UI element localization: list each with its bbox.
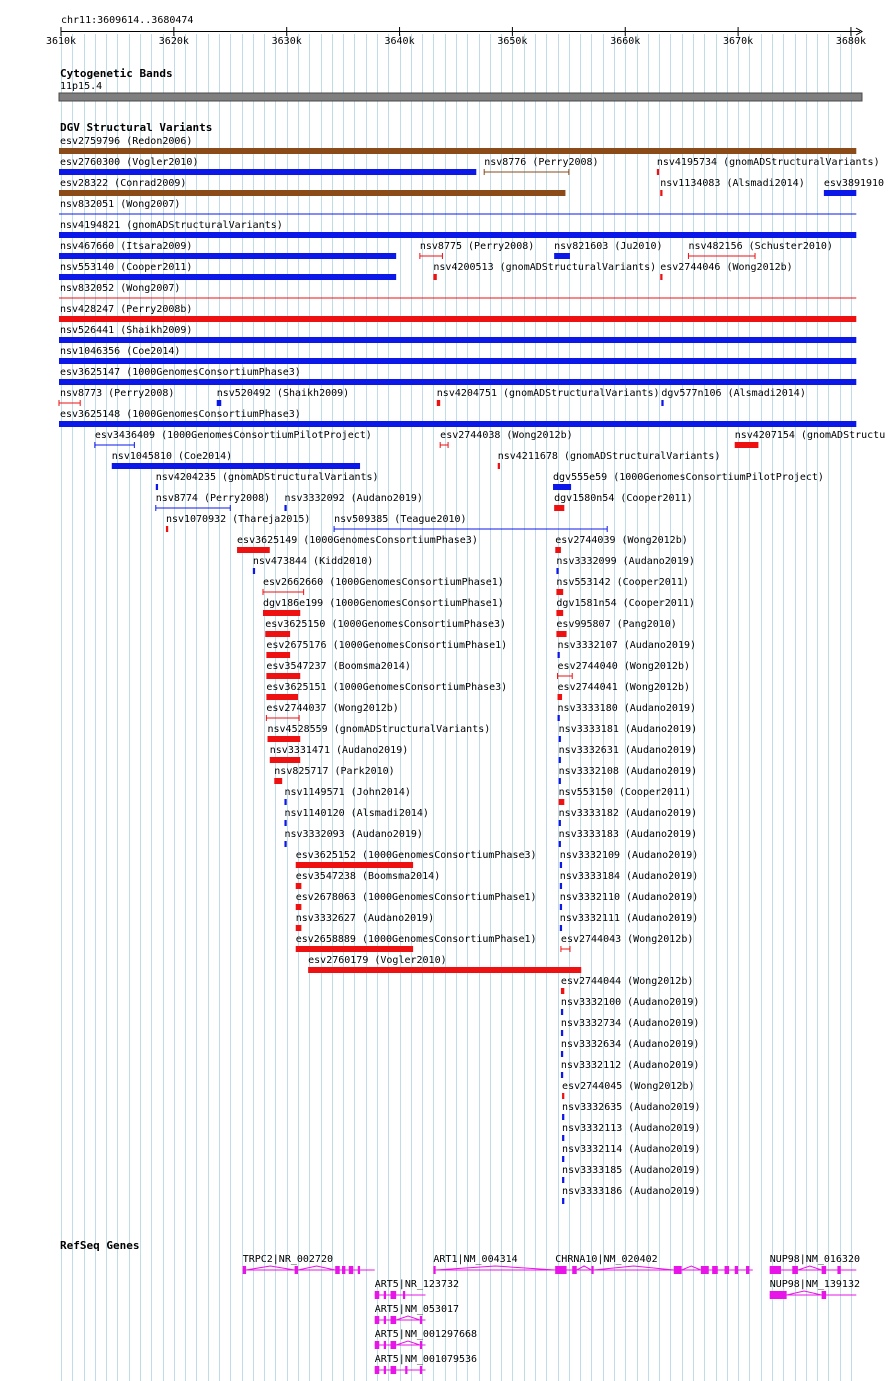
variant-label: nsv1140120 (Alsmadi2014) [284,808,429,819]
variant-feature[interactable] [59,421,856,427]
variant-label: esv3625148 (1000GenomesConsortiumPhase3) [60,409,301,420]
variant-feature[interactable] [433,274,436,280]
variant-feature[interactable] [556,610,563,616]
variant-feature[interactable] [562,1156,564,1162]
variant-label: dgv1580n54 (Cooper2011) [554,493,693,504]
variant-label: esv3625150 (1000GenomesConsortiumPhase3) [265,619,507,630]
gene-label: ART5|NM_053017 [374,1304,460,1315]
variant-feature[interactable] [660,190,662,196]
variant-label: nsv3333186 (Audano2019) [562,1186,701,1197]
gene-exon[interactable] [375,1341,380,1349]
gene-exon[interactable] [420,1341,422,1349]
gene-exon[interactable] [384,1341,386,1349]
variant-feature[interactable] [59,169,476,175]
variant-label: nsv4200513 (gnomADStructuralVariants) [433,262,657,273]
variant-label: nsv3332635 (Audano2019) [562,1102,701,1113]
variant-label: nsv3332109 (Audano2019) [559,850,699,861]
variant-label: nsv832051 (Wong2007) [60,199,181,210]
variant-label: dgv1581n54 (Cooper2011) [556,598,695,609]
ruler-label: 3680k [835,36,867,47]
variant-feature[interactable] [554,505,564,511]
variant-feature[interactable] [560,925,562,931]
variant-label: nsv3332113 (Audano2019) [562,1123,701,1134]
gene-exon[interactable] [358,1266,360,1274]
variant-feature[interactable] [562,1198,564,1204]
variant-label: esv2744037 (Wong2012b) [266,703,399,714]
variant-feature[interactable] [559,820,561,826]
gene-exon[interactable] [391,1366,397,1374]
variant-feature[interactable] [296,883,302,889]
variant-feature[interactable] [237,547,270,553]
variant-label: nsv473844 (Kidd2010) [252,556,374,567]
variant-feature[interactable] [296,862,413,868]
variant-feature[interactable] [562,1177,564,1183]
variant-feature[interactable] [59,379,856,385]
variant-label: nsv553140 (Cooper2011) [60,262,193,273]
location-label: chr11:3609614..3680474 [61,15,194,26]
variant-feature[interactable] [558,715,560,721]
variant-feature[interactable] [253,568,255,574]
variant-feature[interactable] [561,1072,563,1078]
variant-label: nsv482156 (Schuster2010) [688,241,833,252]
gene-exon[interactable] [405,1366,407,1374]
variant-label: nsv3332111 (Audano2019) [559,913,699,924]
variant-feature[interactable] [59,274,396,280]
gene-exon[interactable] [770,1291,787,1299]
variant-label: esv2662660 (1000GenomesConsortiumPhase1) [263,577,504,588]
variant-feature[interactable] [156,484,158,490]
ruler-label: 3670k [723,36,754,47]
gene-exon[interactable] [375,1316,380,1324]
variant-label: esv2760300 (Vogler2010) [60,157,199,168]
gene-exon[interactable] [335,1266,340,1274]
variant-label: esv2744045 (Wong2012b) [562,1081,695,1092]
variant-feature[interactable] [562,1135,564,1141]
variant-label: esv3547238 (Boomsma2014) [295,871,441,882]
variant-label: dgv186e199 (1000GenomesConsortiumPhase1) [263,598,504,609]
variant-feature[interactable] [59,190,565,196]
variant-label: nsv8776 (Perry2008) [484,157,599,168]
gene-label: ART5|NM_001079536 [374,1354,478,1365]
variant-label: nsv4211678 (gnomADStructuralVariants) [497,451,721,462]
variant-label: esv3547237 (Boomsma2014) [266,661,411,672]
variant-label: nsv526441 (Shaikh2009) [60,325,193,336]
variant-feature[interactable] [59,316,856,322]
variant-label: nsv3333185 (Audano2019) [562,1165,701,1176]
gene-exon[interactable] [420,1316,422,1324]
variant-label: esv2678063 (1000GenomesConsortiumPhase1) [295,892,537,903]
gene-exon[interactable] [391,1316,397,1324]
gene-exon[interactable] [591,1266,593,1274]
variant-label: nsv3332112 (Audano2019) [560,1060,700,1071]
variant-label: esv3891910 [823,178,885,189]
variant-feature[interactable] [166,526,168,532]
ruler-label: 3610k [45,36,77,47]
gene-exon[interactable] [822,1291,827,1299]
variant-feature[interactable] [296,946,413,952]
variant-label: esv2744043 (Wong2012b) [560,934,694,945]
variant-feature[interactable] [657,169,659,175]
gene-exon[interactable] [391,1341,397,1349]
gene-exon[interactable] [403,1291,405,1299]
variant-label: nsv4195734 (gnomADStructuralVariants) [656,157,880,168]
gene-exon[interactable] [420,1366,422,1374]
variant-feature[interactable] [561,1030,563,1036]
variant-feature[interactable] [308,967,581,973]
variant-feature[interactable] [558,652,560,658]
gene-label: CHRNA10|NM_020402 [555,1254,658,1265]
gene-exon[interactable] [674,1266,682,1274]
gene-label: TRPC2|NR_002720 [242,1254,334,1265]
gene-intron [298,1266,335,1270]
variant-label: nsv4204235 (gnomADStructuralVariants) [155,472,379,483]
variant-label: esv2760179 (Vogler2010) [308,955,447,966]
variant-feature[interactable] [559,736,561,742]
gene-exon[interactable] [384,1316,386,1324]
variant-feature[interactable] [824,190,856,196]
variant-feature[interactable] [498,463,500,469]
gene-exon[interactable] [837,1266,840,1274]
variant-feature[interactable] [556,631,566,637]
variant-label: esv3625149 (1000GenomesConsortiumPhase3) [237,535,478,546]
variant-label: esv3625151 (1000GenomesConsortiumPhase3) [266,682,508,693]
gene-exon[interactable] [746,1266,749,1274]
ruler-label: 3650k [497,36,528,47]
gene-exon[interactable] [770,1266,781,1274]
variant-feature[interactable] [560,883,562,889]
gene-exon[interactable] [375,1366,380,1374]
section-title-refseq: RefSeq Genes [60,1239,140,1252]
gene-label: NUP98|NM_016320 [769,1254,861,1265]
variant-label: nsv3333184 (Audano2019) [559,871,699,882]
gene-intron [594,1266,674,1270]
variant-label: nsv553142 (Cooper2011) [556,577,689,588]
variant-feature[interactable] [59,148,856,154]
variant-feature[interactable] [270,757,300,763]
ruler-label: 3640k [384,36,415,47]
variant-label: esv2744041 (Wong2012b) [557,682,690,693]
variant-feature[interactable] [437,400,440,406]
variant-feature[interactable] [274,778,282,784]
gene-intron [682,1266,701,1270]
variant-label: esv2759796 (Redon2006) [60,136,193,147]
variant-feature[interactable] [561,1009,563,1015]
ruler-label: 3620k [158,36,189,47]
variant-feature[interactable] [284,505,286,511]
variant-feature[interactable] [735,442,759,448]
variant-label: nsv3333182 (Audano2019) [558,808,698,819]
variant-feature[interactable] [554,253,570,259]
gene-intron [436,1266,556,1270]
variant-feature[interactable] [558,694,563,700]
variant-feature[interactable] [284,820,286,826]
variant-label: nsv4207154 (gnomADStructu [734,430,886,441]
variant-label: nsv3332627 (Audano2019) [295,913,435,924]
variant-label: esv2675176 (1000GenomesConsortiumPhase1) [266,640,508,651]
gene-exon[interactable] [792,1266,798,1274]
variant-feature[interactable] [562,1114,564,1120]
variant-feature[interactable] [266,652,290,658]
variant-feature[interactable] [296,925,302,931]
gene-intron [798,1266,822,1270]
gene-exon[interactable] [295,1266,298,1274]
variant-feature[interactable] [559,841,561,847]
variant-label: nsv3332093 (Audano2019) [284,829,423,840]
variant-label: nsv3332631 (Audano2019) [558,745,698,756]
variant-label: nsv1134083 (Alsmadi2014) [660,178,805,189]
variant-label: nsv821603 (Ju2010) [554,241,663,252]
variant-label: nsv3332634 (Audano2019) [560,1039,700,1050]
variant-feature[interactable] [556,568,558,574]
gene-exon[interactable] [572,1266,577,1274]
cytoband-label: 11p15.4 [60,81,103,92]
variant-label: nsv509385 (Teague2010) [334,514,467,525]
variant-label: esv2744039 (Wong2012b) [555,535,688,546]
section-title-cytobands: Cytogenetic Bands [60,67,173,80]
gene-exon[interactable] [822,1266,827,1274]
variant-label: esv2744044 (Wong2012b) [560,976,694,987]
variant-label: nsv3331471 (Audano2019) [269,745,409,756]
gene-label: ART1|NM_004314 [433,1254,518,1265]
variant-label: dgv555e59 (1000GenomesConsortiumPilotProject) [553,472,824,483]
variant-label: esv2658889 (1000GenomesConsortiumPhase1) [295,934,537,945]
gene-exon[interactable] [712,1266,718,1274]
variant-feature[interactable] [562,1093,564,1099]
variant-label: nsv3332108 (Audano2019) [558,766,698,777]
gene-exon[interactable] [433,1266,435,1274]
variant-feature[interactable] [559,778,561,784]
variant-feature[interactable] [284,799,286,805]
variant-feature[interactable] [553,484,571,490]
variant-feature[interactable] [555,547,561,553]
variant-label: nsv1149571 (John2014) [284,787,411,798]
variant-feature[interactable] [559,799,565,805]
gene-label: ART5|NR_123732 [374,1279,460,1290]
variant-label: esv3625152 (1000GenomesConsortiumPhase3) [295,850,537,861]
variant-feature[interactable] [559,757,561,763]
gene-intron [577,1266,592,1270]
variant-feature[interactable] [561,988,564,994]
variant-label: nsv467660 (Itsara2009) [60,241,193,252]
gene-exon[interactable] [349,1266,354,1274]
gene-intron [396,1316,420,1320]
gene-exon[interactable] [384,1366,386,1374]
variant-feature[interactable] [59,232,856,238]
ruler-label: 3630k [271,36,302,47]
variant-feature[interactable] [560,862,562,868]
variant-feature[interactable] [661,400,663,406]
variant-feature[interactable] [59,358,856,364]
gene-exon[interactable] [384,1291,386,1299]
variant-label: nsv8774 (Perry2008) [155,493,271,504]
gene-intron [396,1341,420,1345]
variant-feature[interactable] [265,631,290,637]
variant-label: nsv3332107 (Audano2019) [557,640,697,651]
gene-exon[interactable] [701,1266,709,1274]
cytoband-bar[interactable] [59,93,862,101]
variant-label: esv995807 (Pang2010) [556,619,677,630]
gene-exon[interactable] [555,1266,558,1274]
variant-label: nsv520492 (Shaikh2009) [216,388,350,399]
variant-feature[interactable] [561,1051,563,1057]
variant-feature[interactable] [266,694,298,700]
variant-label: nsv8775 (Perry2008) [419,241,535,252]
gene-label: ART5|NM_001297668 [374,1329,478,1340]
variant-label: nsv825717 (Park2010) [274,766,395,777]
gene-exon[interactable] [375,1291,380,1299]
variant-feature[interactable] [268,736,301,742]
variant-feature[interactable] [660,274,662,280]
gene-exon[interactable] [725,1266,730,1274]
variant-label: nsv3332099 (Audano2019) [556,556,695,567]
variant-feature[interactable] [560,904,562,910]
variant-feature[interactable] [556,589,563,595]
variant-label: nsv3332114 (Audano2019) [562,1144,701,1155]
variant-label: esv2744046 (Wong2012b) [660,262,793,273]
variant-label: nsv428247 (Perry2008b) [60,304,193,315]
variant-label: nsv8773 (Perry2008) [60,388,175,399]
gene-exon[interactable] [391,1291,397,1299]
variant-label: nsv553150 (Cooper2011) [558,787,692,798]
variant-label: nsv3332092 (Audano2019) [284,493,423,504]
gene-label: NUP98|NM_139132 [769,1279,861,1290]
variant-label: esv3625147 (1000GenomesConsortiumPhase3) [60,367,301,378]
gene-exon[interactable] [342,1266,345,1274]
variant-feature[interactable] [296,904,302,910]
variant-label: esv28322 (Conrad2009) [60,178,187,189]
ruler-label: 3660k [610,36,641,47]
variant-feature[interactable] [59,253,396,259]
gene-exon[interactable] [243,1266,246,1274]
variant-label: nsv4204751 (gnomADStructuralVariants) [436,388,660,399]
variant-label: esv2744040 (Wong2012b) [557,661,690,672]
variant-label: nsv4194821 (gnomADStructuralVariants) [60,220,283,231]
variant-feature[interactable] [112,463,360,469]
variant-label: nsv1070932 (Thareja2015) [165,514,311,525]
variant-feature[interactable] [284,841,286,847]
section-title-dgv: DGV Structural Variants [60,121,213,134]
gene-exon[interactable] [735,1266,738,1274]
variant-label: nsv1045810 (Coe2014) [111,451,233,462]
variant-label: dgv577n106 (Alsmadi2014) [661,388,806,399]
variant-feature[interactable] [217,400,222,406]
variant-label: nsv832052 (Wong2007) [60,283,181,294]
gene-intron [787,1291,822,1295]
variant-label: esv2744038 (Wong2012b) [440,430,573,441]
variant-label: esv3436409 (1000GenomesConsortiumPilotProject) [94,430,372,441]
variant-label: nsv3332100 (Audano2019) [560,997,700,1008]
variant-label: nsv3333183 (Audano2019) [558,829,698,840]
variant-feature[interactable] [59,337,856,343]
variant-label: nsv3332734 (Audano2019) [560,1018,700,1029]
variant-label: nsv3333180 (Audano2019) [557,703,697,714]
variant-label: nsv4528559 (gnomADStructuralVariants) [267,724,491,735]
variant-feature[interactable] [266,673,300,679]
variant-feature[interactable] [263,610,300,616]
variant-label: nsv1046356 (Coe2014) [60,346,181,357]
variant-label: nsv3333181 (Audano2019) [558,724,698,735]
variant-label: nsv3332110 (Audano2019) [559,892,699,903]
